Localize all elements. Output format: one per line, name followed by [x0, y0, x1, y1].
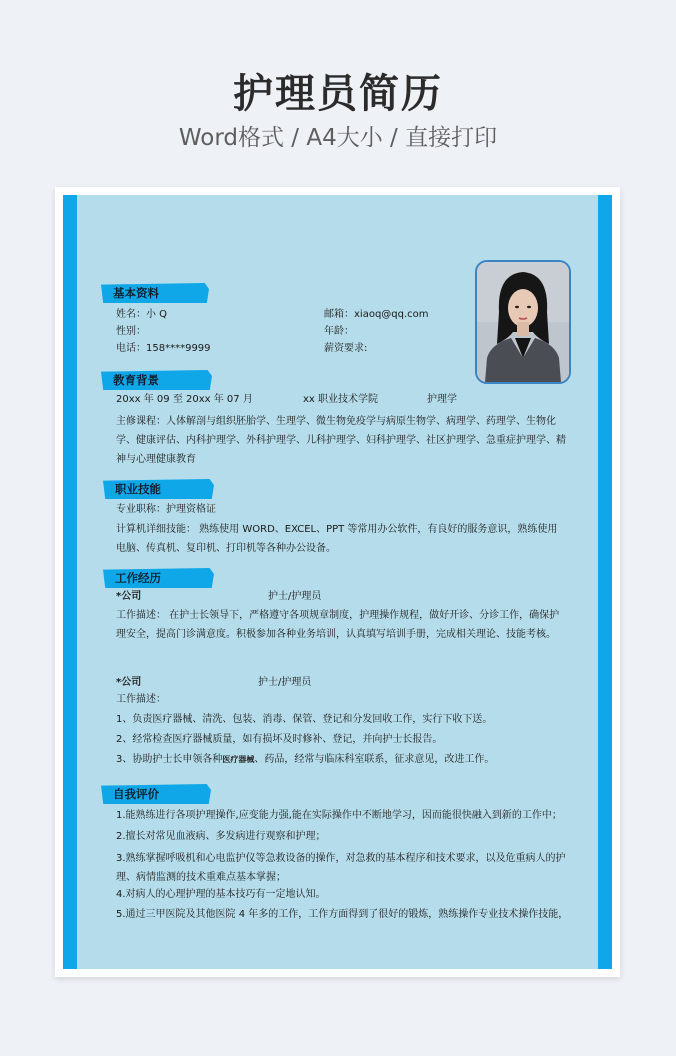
edu-courses: 主修课程：人体解剖与组织胚胎学、生理学、微生物免疫学与病原生物学、病理学、药理学、生物化学、健康评估、内科护理学、外科护理学、儿科护理学、妇科护理学、社区护理学、急重症护理学、精神与心理健康教育	[116, 416, 566, 465]
section-header-basic	[101, 283, 209, 303]
basic-gender: 性别：	[116, 326, 146, 337]
portrait-icon	[477, 262, 569, 382]
job2-item-1: 1、负责医疗器械、清洗、包装、消毒、保管、登记和分发回收工作，实行下收下送。	[116, 714, 493, 725]
resume-paper	[55, 187, 620, 977]
job2-company: *公司	[116, 677, 142, 688]
basic-salary: 薪资要求:	[324, 343, 368, 354]
portrait-photo	[475, 260, 571, 384]
section-title: 教育背景	[113, 373, 159, 387]
job1-company: *公司	[116, 591, 142, 602]
section-title: 自我评价	[113, 787, 159, 801]
self-eval-5: 5.通过三甲医院及其他医院 4 年多的工作，工作方面得到了很好的锻炼，熟练操作专业技术操作技能，	[116, 909, 569, 920]
basic-age: 年龄：	[324, 326, 354, 337]
basic-phone: 电话：158****9999	[116, 343, 211, 354]
section-header-self	[101, 784, 211, 804]
section-title: 职业技能	[115, 482, 161, 496]
self-eval-4: 4.对病人的心理护理的基本技巧有一定地认知。	[116, 889, 326, 900]
self-eval-2: 2.擅长对常见血液病、多发病进行观察和护理；	[116, 831, 326, 842]
page-title: 护理员简历	[233, 71, 443, 117]
section-header-work	[103, 568, 214, 588]
job2-item-3-a: 3、协助护士长申领各种	[116, 754, 223, 765]
resume-sheet	[63, 195, 612, 969]
edu-period: 20xx 年 09 至 20xx 年 07 月	[116, 394, 253, 405]
job1-desc: 工作描述： 在护士长领导下，严格遵守各项规章制度，护理操作规程，做好开诊、分诊工作，确保护理安全，提高门诊满意度。积极参加各种业务培训，认真填写培训手册，完成相关理论、技能考核。	[116, 610, 560, 640]
section-title: 工作经历	[115, 571, 161, 585]
section-header-skills	[103, 479, 214, 499]
skill-title: 专业职称：护理资格证	[116, 504, 216, 515]
job2-item-2: 2、经常检查医疗器械质量，如有损坏及时修补、登记，并向护士长报告。	[116, 734, 443, 745]
section-header-education	[101, 370, 212, 390]
page-subtitle: Word格式 / A4大小 / 直接打印	[178, 125, 498, 151]
edu-major: 护理学	[427, 394, 457, 405]
job2-item-3-b: 医疗器械	[222, 755, 255, 764]
job1-role: 护士/护理员	[268, 591, 322, 602]
skill-computer: 计算机详细技能： 熟练使用 WORD、EXCEL、PPT 等常用办公软件，有良好的服务意识，熟练使用电脑、传真机、复印机、打印机等各种办公设备。	[116, 524, 558, 554]
edu-school: xx 职业技术学院	[303, 394, 379, 405]
section-title: 基本资料	[113, 286, 159, 300]
job2-item-3-c: 、药品，经常与临床科室联系，征求意见，改进工作。	[254, 754, 495, 765]
self-eval-3: 3.熟练掌握呼吸机和心电监护仪等急救设备的操作，对急救的基本程序和技术要求，以及危重病人的护理、病情监测的技术重难点基本掌握；	[116, 853, 566, 883]
basic-email: 邮箱：xiaoq@qq.com	[324, 309, 429, 320]
job2-role: 护士/护理员	[258, 677, 312, 688]
job2-desc-label: 工作描述：	[116, 694, 166, 705]
resume-content	[63, 195, 612, 969]
self-eval-1: 1.能熟练进行各项护理操作,应变能力强,能在实际操作中不断地学习，因而能很快融入到新的工作中；	[116, 810, 562, 821]
job2-item-3	[116, 752, 494, 768]
basic-name: 姓名：小 Q	[116, 309, 168, 320]
